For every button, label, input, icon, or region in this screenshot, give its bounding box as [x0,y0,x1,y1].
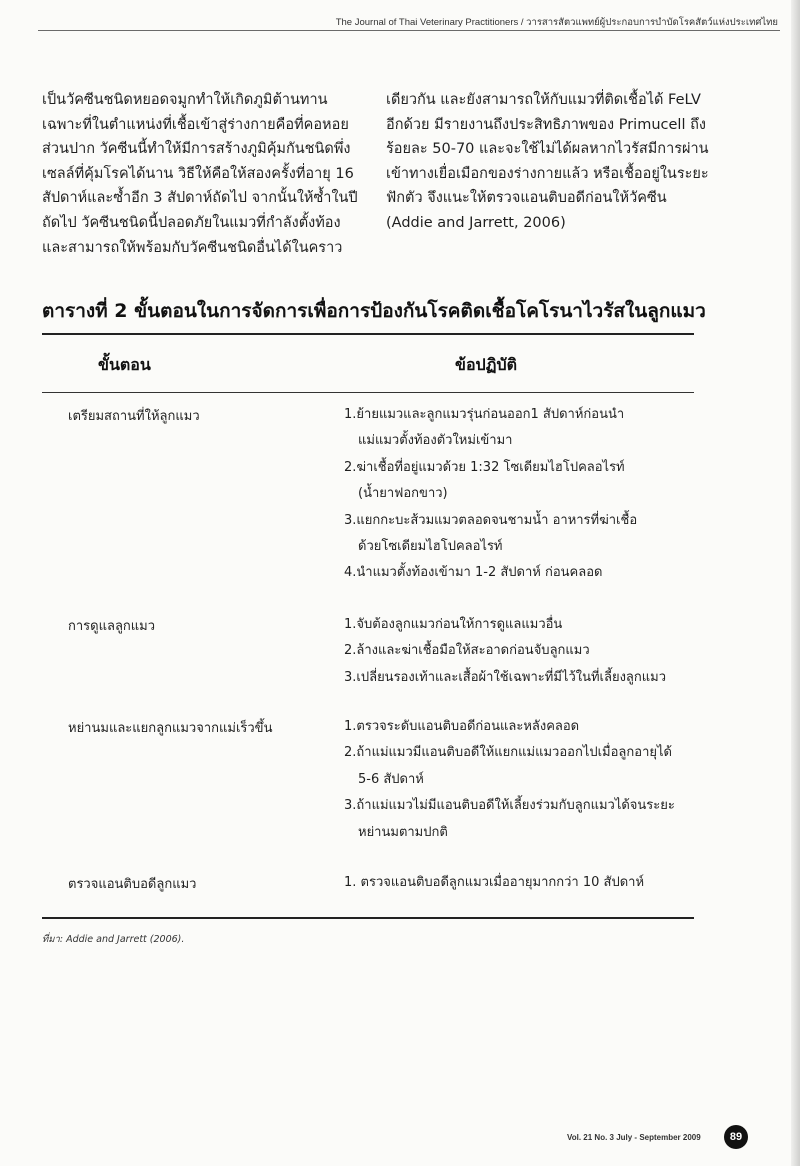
body-line: ถัดไป วัคซีนชนิดนี้ปลอดภัยในแมวที่กำลังตั้งท้อง [42,214,341,231]
action-item: 4.นำแมวตั้งท้องเข้ามา 1-2 สัปดาห์ ก่อนคลอด [344,565,603,581]
running-header [336,15,778,30]
body-line: เฉพาะที่ในตำแหน่งที่เชื้อเข้าสู่ร่างกายคือที่คอหอย [42,116,349,133]
body-line: สัปดาห์และซ้ำอีก 3 สัปดาห์ถัดไป จากนั้นให้ซ้ำในปี [42,190,358,207]
action-item: 2.ล้างและฆ่าเชื้อมือให้สะอาดก่อนจับลูกแมว [344,643,590,659]
journal-name-en: The Journal of Thai Veterinary Practitioners [335,17,519,28]
body-line: เซลล์ที่คุ้มโรคได้นาน วิธีให้คือให้สองครั้งที่อายุ 16 [42,165,354,182]
header-separator: / [520,17,524,28]
page-edge-shadow [791,0,800,1166]
action-item: 1.ย้ายแมวและลูกแมวรุ่นก่อนออก1 สัปดาห์ก่อนนำ แม่แมวตั้งท้องตัวใหม่เข้ามา [344,407,625,449]
body-right-column [386,88,709,236]
action-item: 2.ถ้าแม่แมวมีแอนติบอดีให้แยกแม่แมวออกไปเมื่อลูกอายุได้ 5-6 สัปดาห์ [344,745,672,787]
body-line: เข้าทางเยื่อเมือกของร่างกายแล้ว หรือเชื้ออยู่ในระยะ [386,165,709,182]
step-label: หย่านมและแยกลูกแมวจากแม่เร็วขึ้น [68,721,273,736]
step-label: ตรวจแอนติบอดีลูกแมว [68,877,197,892]
table-header-rule [42,392,694,393]
header-rule [38,30,780,31]
action-list [344,402,637,587]
body-line: ฟักตัว จึงแนะให้ตรวจแอนติบอดีก่อนให้วัคซีน [386,190,667,207]
action-item: 1.จับต้องลูกแมวก่อนให้การดูแลแมวอื่น [344,617,563,632]
body-line: ร้อยละ 50-70 และจะใช้ไม่ได้ผลหากไวรัสมีการผ่าน [386,141,709,158]
journal-name-th: วารสารสัตวแพทย์ผู้ประกอบการบำบัดโรคสัตว์แห่งประเทศไทย [526,17,778,28]
step-label: เตรียมสถานที่ให้ลูกแมว [68,409,200,424]
body-line: ส่วนปาก วัคซีนนี้ทำให้มีการสร้างภูมิคุ้มกันชนิดพึ่ง [42,141,351,158]
body-left-column [42,88,362,260]
body-line: อีกด้วย มีรายงานถึงประสิทธิภาพของ Primucell ถึง [386,116,706,133]
table-header-action: ข้อปฏิบัติ [455,355,517,374]
action-list [344,870,644,896]
body-line: และสามารถให้พร้อมกับวัคซีนชนิดอื่นได้ในคราว [42,239,343,256]
body-line: (Addie and Jarrett, 2006) [386,214,566,231]
footer-volume: Vol. 21 No. 3 July - September 2009 [567,1133,701,1142]
body-line: เป็นวัคซีนชนิดหยอดจมูกทำให้เกิดภูมิต้านทาน [42,92,328,108]
step-label: การดูแลลูกแมว [68,619,156,634]
action-item: 3.เปลี่ยนรองเท้าและเสื้อผ้าใช้เฉพาะที่มีไว้ในที่เลี้ยงลูกแมว [344,669,667,685]
table-header-step: ขั้นตอน [98,355,151,374]
action-list [344,612,666,691]
table-top-rule [42,333,694,335]
action-item: 2.ฆ่าเชื้อที่อยู่แมวด้วย 1:32 โซเดียมไฮโปคลอไรท์ (น้ำยาฟอกขาว) [344,459,625,502]
page-number-badge: 89 [724,1125,748,1149]
action-list [344,714,675,846]
table-title: ตารางที่ 2 ขั้นตอนในการจัดการเพื่อการป้องกันโรคติดเชื้อโคโรนาไวรัสในลูกแมว [42,300,706,322]
body-line: เดียวกัน และยังสามารถให้กับแมวที่ติดเชื้อได้ FeLV [386,92,701,108]
action-item: 1. ตรวจแอนติบอดีลูกแมวเมื่ออายุมากกว่า 10 สัปดาห์ [344,875,645,890]
action-item: 1.ตรวจระดับแอนติบอดีก่อนและหลังคลอด [344,719,580,734]
action-item: 3.แยกกะบะส้วมแมวตลอดจนชามน้ำ อาหารที่ฆ่าเชื้อ ด้วยโซเดียมไฮโปคลอไรท์ [344,512,638,555]
table-source: ที่มา: Addie and Jarrett (2006). [42,934,185,945]
action-item: 3.ถ้าแม่แมวไม่มีแอนติบอดีให้เลี้ยงร่วมกับลูกแมวได้จนระยะ หย่านมตามปกติ [344,798,675,840]
table-bottom-rule [42,917,694,919]
